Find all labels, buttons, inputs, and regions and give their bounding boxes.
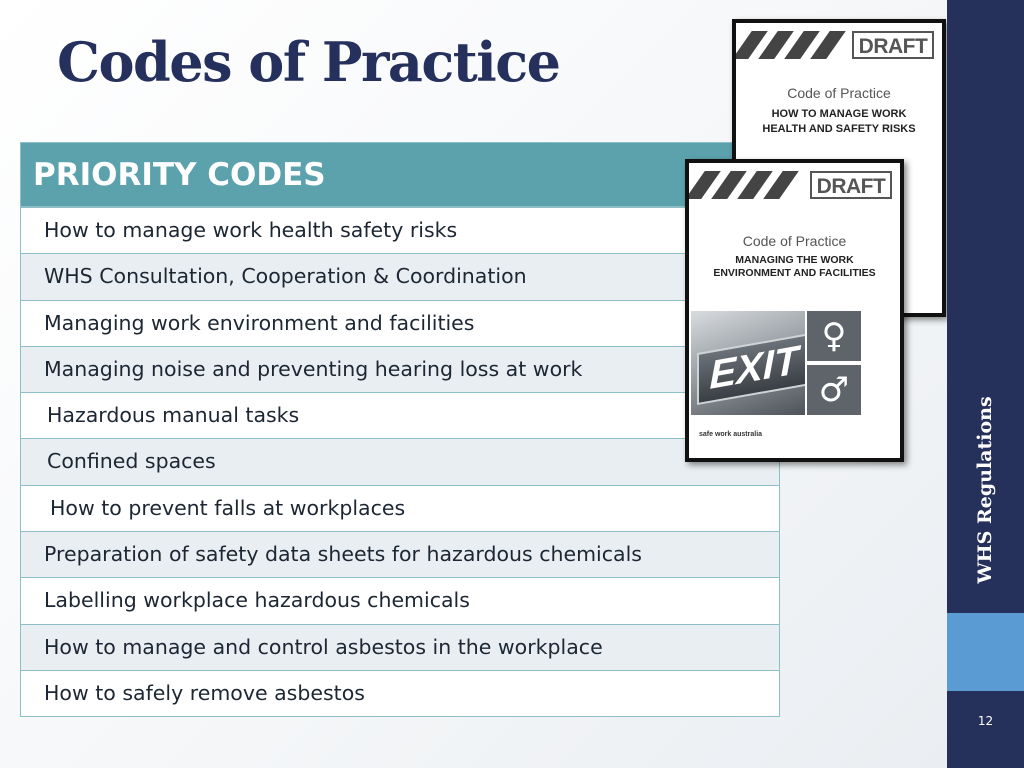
hazard-stripes [695, 171, 799, 199]
table-row: Hazardous manual tasks [21, 392, 779, 438]
sidebar-accent [947, 613, 1024, 691]
draft-cover-environment [685, 159, 904, 462]
table-row: Managing work environment and facilities [21, 300, 779, 346]
exit-sign: EXIT [697, 333, 805, 405]
table-row: Confined spaces [21, 438, 779, 484]
table-row: Preparation of safety data sheets for hazardous chemicals [21, 531, 779, 577]
sidebar-label: WHS Regulations [974, 396, 996, 584]
cover-subtitle: MANAGING THE WORK ENVIRONMENT AND FACILITIES [713, 254, 876, 279]
table-row: Labelling workplace hazardous chemicals [21, 577, 779, 623]
draft-stamp: DRAFT [810, 171, 892, 199]
male-figure-icon: ♂ [807, 365, 861, 415]
cover-heading: Code of Practice [787, 85, 891, 101]
page-number: 12 [977, 714, 994, 728]
table-row: How to prevent falls at workplaces [21, 485, 779, 531]
female-figure-icon: ♀ [807, 311, 861, 361]
restroom-figures [807, 311, 861, 415]
sidebar [947, 0, 1024, 768]
table-row: Managing noise and preventing hearing loss at work [21, 346, 779, 392]
hazard-stripes [742, 31, 846, 59]
page-title: Codes of Practice [57, 30, 560, 94]
priority-codes-table [20, 142, 780, 717]
cover-subtitle: HOW TO MANAGE WORK HEALTH AND SAFETY RISKS [762, 108, 916, 135]
table-row: How to safely remove asbestos [21, 670, 779, 716]
table-row: How to manage work health safety risks [21, 207, 779, 253]
cover-heading: Code of Practice [742, 233, 847, 249]
table-header: PRIORITY CODES [21, 143, 779, 207]
table-row: WHS Consultation, Cooperation & Coordination [21, 253, 779, 299]
table-row: How to manage and control asbestos in the workplace [21, 624, 779, 670]
exit-sign-photo [691, 311, 805, 415]
publisher-logo: safe work australia [699, 431, 763, 438]
draft-stamp: DRAFT [852, 31, 934, 59]
